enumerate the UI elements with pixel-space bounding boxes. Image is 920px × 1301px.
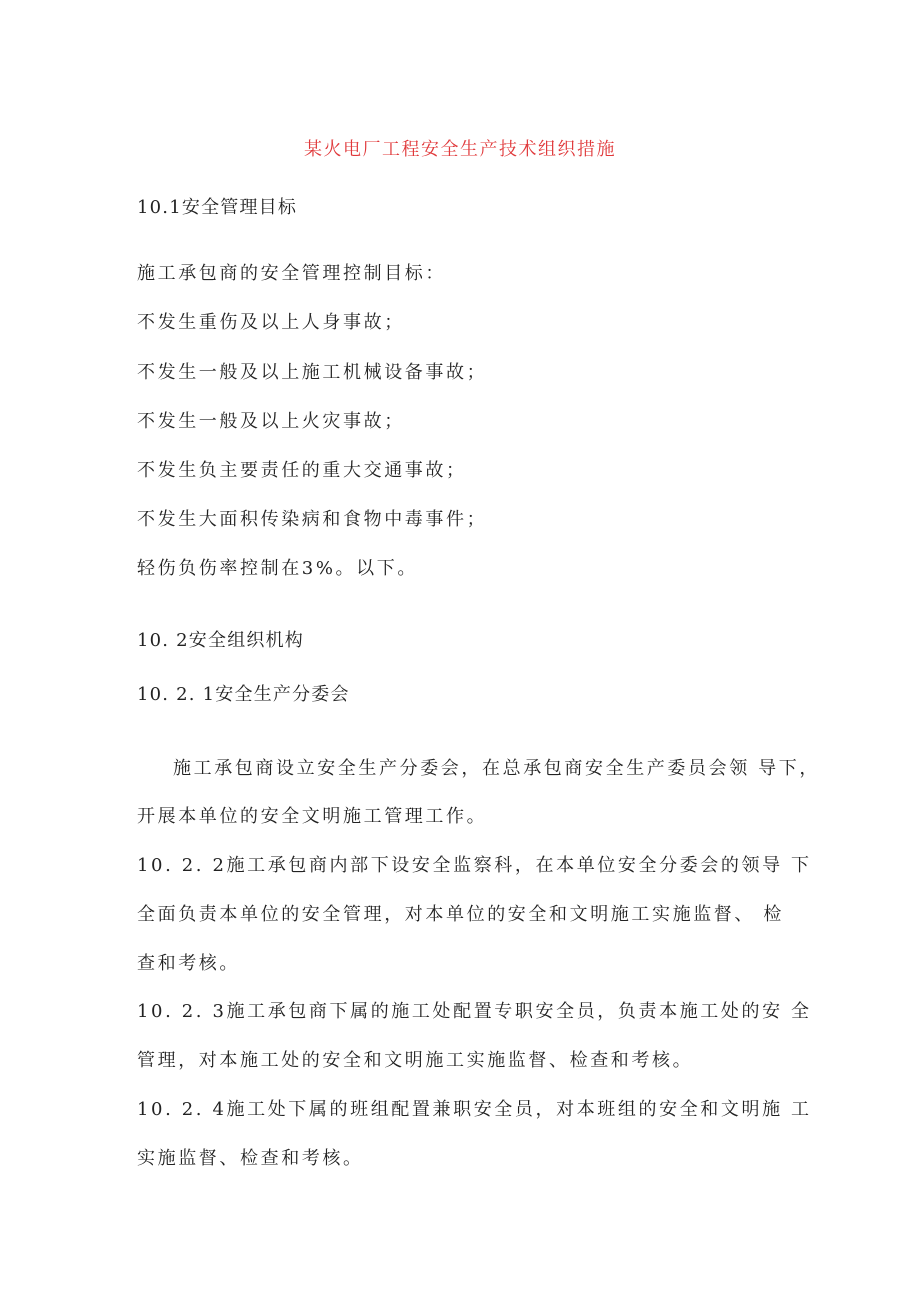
section-heading-10-1: 10.1安全管理目标 (137, 197, 298, 218)
target-item: 不发生一般及以上火灾事故； (137, 411, 405, 432)
paragraph-line: 10. 2. 2施工承包商内部下设安全监察科，在本单位安全分委会的领导 下 (137, 855, 812, 876)
target-item: 不发生大面积传染病和食物中毒事件； (137, 509, 488, 530)
target-item: 不发生重伤及以上人身事故； (137, 312, 405, 333)
paragraph-line: 开展本单位的安全文明施工管理工作。 (137, 806, 488, 827)
target-item: 轻伤负伤率控制在3%。以下。 (137, 558, 418, 579)
paragraph-line: 10. 2. 4施工处下属的班组配置兼职安全员，对本班组的安全和文明施 工 (137, 1099, 812, 1120)
paragraph-line: 全面负责本单位的安全管理，对本单位的安全和文明施工实施监督、 检 (137, 904, 784, 925)
paragraph-line: 10. 2. 3施工承包商下属的施工处配置专职安全员，负责本施工处的安 全 (137, 1001, 812, 1022)
target-item: 不发生一般及以上施工机械设备事故； (137, 362, 488, 383)
target-item: 不发生负主要责任的重大交通事故； (137, 460, 467, 481)
paragraph-line: 查和考核。 (137, 953, 240, 974)
document-title: 某火电厂工程安全生产技术组织措施 (304, 139, 616, 160)
paragraph-line: 实施监督、检查和考核。 (137, 1148, 364, 1169)
paragraph-line: 施工承包商设立安全生产分委会，在总承包商安全生产委员会领 导下， (173, 758, 820, 779)
section-heading-10-2-1: 10. 2. 1安全生产分委会 (137, 684, 350, 705)
section-heading-10-2: 10. 2安全组织机构 (137, 630, 304, 651)
paragraph-line: 管理，对本施工处的安全和文明施工实施监督、检查和考核。 (137, 1050, 694, 1071)
targets-intro: 施工承包商的安全管理控制目标： (137, 263, 446, 284)
